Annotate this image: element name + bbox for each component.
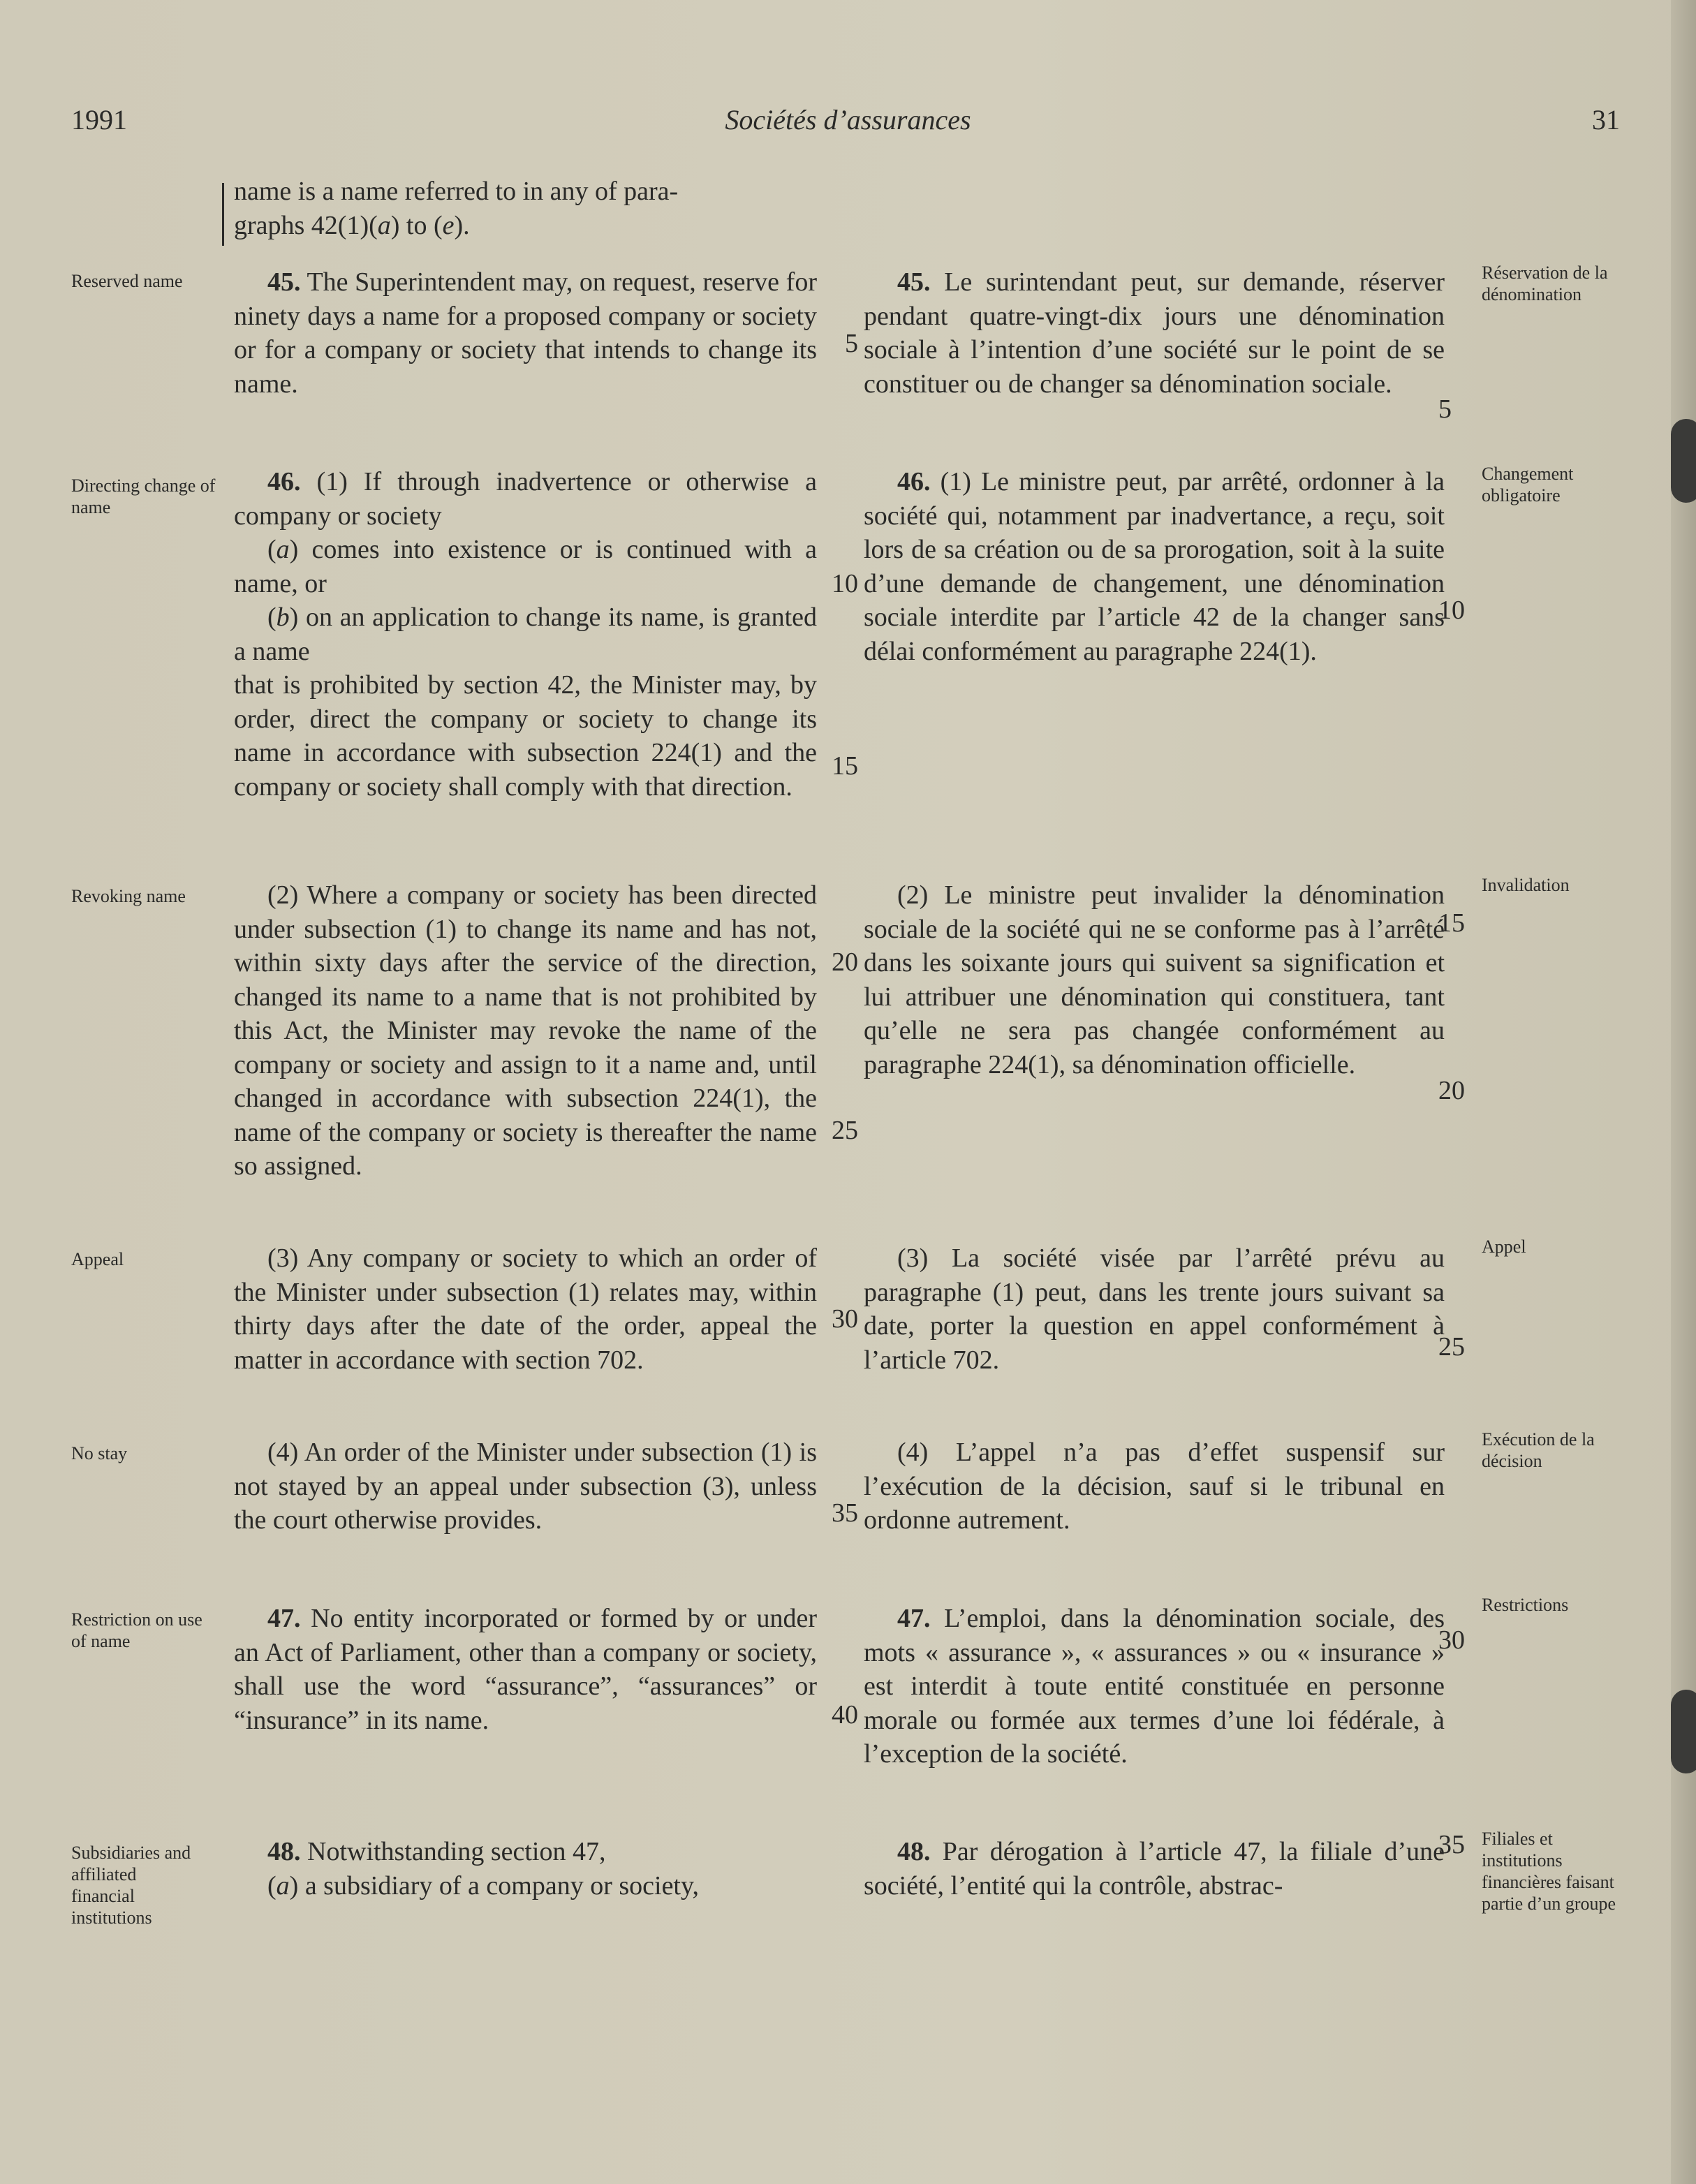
section-46-1-en: 46. (1) If through inadvertence or otherwise a company or society (a) comes into existence or is continued with a name, or (b) on an application to change its name, is granted a name that is prohibited by section 42, the Minister may, by order, direct the company or society to change its name in accordance with subsection 224(1) and the company or society shall comply with that direction.	[234, 467, 817, 802]
line-number: 10	[832, 569, 858, 598]
margin-note-fr: Filiales et institutions financières faisant partie d’un groupe	[1482, 1829, 1616, 1914]
line-number: 30	[832, 1304, 858, 1334]
line-number: 25	[832, 1116, 858, 1145]
margin-note-en: Revoking name	[71, 886, 186, 906]
margin-note-fr: Changement obligatoire	[1482, 464, 1574, 506]
line-number: 5	[1438, 394, 1452, 424]
section-46-3-en: (3) Any company or society to which an order of the Minister under subsection (1) relates may, within thirty days after the date of the order, appeal the matter in accordance with section 702.	[234, 1244, 817, 1375]
section-46-4-en: (4) An order of the Minister under subsection (1) is not stayed by an appeal under subsection (3), unless the court otherwise provides.	[234, 1438, 817, 1535]
line-number: 15	[832, 751, 858, 781]
binder-hole	[1671, 419, 1696, 503]
page-number: 31	[1592, 104, 1620, 135]
header-title: Sociétés d’assurances	[725, 104, 971, 135]
margin-note-fr: Restrictions	[1482, 1595, 1569, 1615]
line-number: 35	[832, 1498, 858, 1528]
section-48-fr: 48. Par dérogation à l’article 47, la filiale d’une société, l’entité qui la contrôle, abstrac-	[864, 1837, 1445, 1901]
intro-text: name is a name referred to in any of para- graphs 42(1)(a) to (e).	[234, 177, 679, 240]
section-46-1-fr: 46. (1) Le ministre peut, par arrêté, ordonner à la société qui, notamment par inadvertance, a reçu, soit lors de sa création ou de sa prorogation, soit à la suite d’une demande de changement, une dénomination sociale interdite par l’article 42 de la changer sans délai conformément au paragraphe 224(1).	[864, 467, 1445, 666]
line-number: 5	[845, 329, 858, 358]
line-number: 25	[1438, 1332, 1465, 1362]
section-46-2-fr: (2) Le ministre peut invalider la dénomination sociale de la société qui ne se conforme pas à l’arrêté dans les soixante jours qui suivent sa signification et lui attribuer une dénomination qui constituera, tant qu’elle ne sera pas changée conformément au paragraphe 224(1), sa dénomination officielle.	[864, 880, 1445, 1079]
margin-note-en: Appeal	[71, 1249, 124, 1269]
section-46-3-fr: (3) La société visée par l’arrêté prévu au paragraphe (1) peut, dans les trente jours suivant sa date, porter la question en appel conformément à l’article 702.	[864, 1244, 1445, 1375]
page-edge	[1671, 0, 1696, 2184]
change-bar	[222, 183, 224, 246]
margin-note-fr: Appel	[1482, 1237, 1526, 1257]
line-number: 20	[1438, 1076, 1465, 1105]
header-year: 1991	[71, 104, 127, 135]
margin-note-fr: Exécution de la décision	[1482, 1429, 1595, 1471]
section-45-fr: 45. Le surintendant peut, sur demande, réserver pendant quatre-vingt-dix jours une dénomination sociale à l’intention d’une société sur le point de se constituer ou de changer sa dénomination sociale.	[864, 267, 1445, 399]
margin-note-fr: Invalidation	[1482, 875, 1570, 895]
margin-note-en: Reserved name	[71, 271, 183, 291]
line-number: 15	[1438, 908, 1465, 938]
line-number: 30	[1438, 1625, 1465, 1655]
line-number: 10	[1438, 596, 1465, 625]
margin-note-fr: Réservation de la dénomination	[1482, 263, 1608, 304]
section-46-4-fr: (4) L’appel n’a pas d’effet suspensif sur l’exécution de la décision, sauf si le tribunal en ordonne autrement.	[864, 1438, 1445, 1535]
margin-note-en: Subsidiaries and affiliated financial institutions	[71, 1843, 191, 1928]
binder-hole	[1671, 1690, 1696, 1773]
margin-note-en: Directing change of name	[71, 475, 216, 517]
section-46-2-en: (2) Where a company or society has been directed under subsection (1) to change its name and has not, within sixty days after the service of the direction, changed its name to a name that is not prohibited by this Act, the Minister may revoke the name of the company or society and assign to it a name and, until changed in accordance with subsection 224(1), the name of the company or society is thereafter the name so assigned.	[234, 880, 817, 1181]
section-48-en: 48. Notwithstanding section 47, (a) a subsidiary of a company or society,	[267, 1837, 700, 1901]
section-47-en: 47. No entity incorporated or formed by or under an Act of Parliament, other than a company or society, shall use the word “assurance”, “assurances” or “insurance” in its name.	[234, 1604, 817, 1735]
margin-note-en: Restriction on use of name	[71, 1609, 202, 1651]
section-47-fr: 47. L’emploi, dans la dénomination sociale, des mots « assurance », « assurances » ou « insurance » est interdit à toute entité constituée en personne morale ou formée aux termes d’une loi fédérale, à l’exception de la société.	[864, 1604, 1445, 1769]
line-number: 35	[1438, 1830, 1465, 1859]
margin-note-en: No stay	[71, 1443, 128, 1463]
line-number: 40	[832, 1700, 858, 1729]
section-45-en: 45. The Superintendent may, on request, reserve for ninety days a name for a proposed company or society or for a company or society that intends to change its name.	[234, 267, 817, 399]
line-number: 20	[832, 947, 858, 977]
